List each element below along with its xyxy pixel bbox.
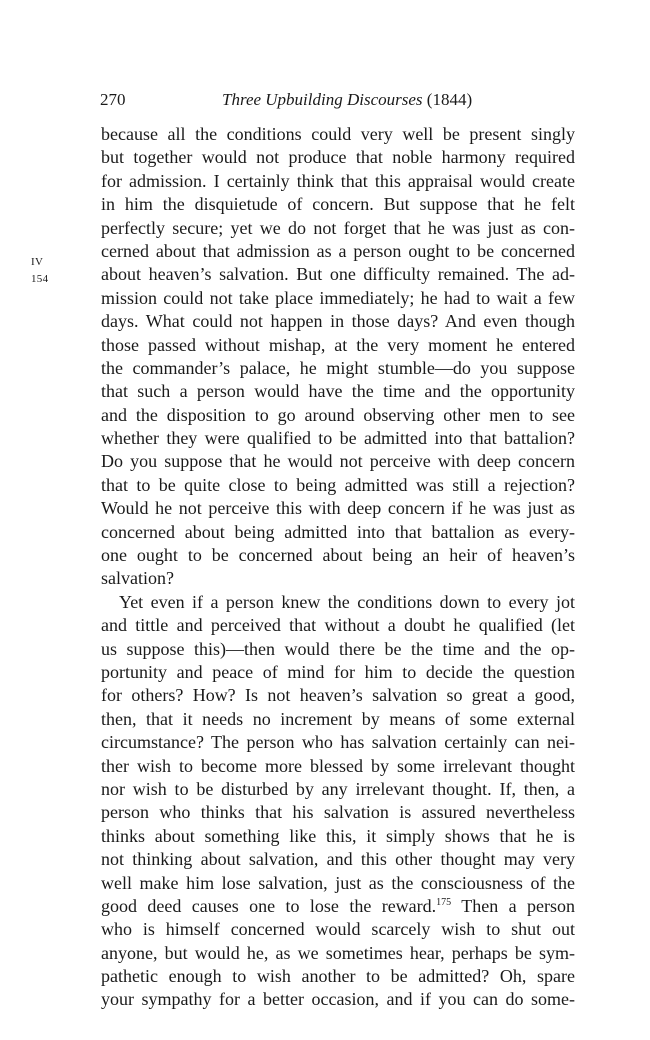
text-line: well make him lose salvation, just as the consciousness of the	[101, 872, 575, 893]
text-line: mission could not take place immediately; he had to wait a few	[101, 287, 575, 308]
body-text	[101, 123, 575, 1012]
text-line: circumstance? The person who has salvation certainly can nei-	[101, 732, 575, 753]
text-line: pathetic enough to wish another to be admitted? Oh, spare	[101, 966, 575, 987]
text-line: ther wish to become more blessed by some irrelevant thought	[101, 755, 575, 776]
text-line: thinks about something like this, it simply shows that he is	[101, 825, 575, 846]
text-line: and tittle and perceived that without a doubt he qualified (let	[101, 615, 575, 636]
text-line: about heaven’s salvation. But one difficulty remained. The ad-	[101, 264, 575, 285]
text-line: that to be quite close to being admitted was still a rejection?	[101, 474, 575, 495]
margin-page: 154	[31, 273, 49, 285]
text-line: salvation?	[101, 568, 174, 589]
running-head	[100, 88, 580, 112]
text-line: person who thinks that his salvation is assured nevertheless	[101, 802, 575, 823]
text-line: Would he not perceive this with deep concern if he was just as	[101, 498, 575, 519]
text-line: portunity and peace of mind for him to decide the question	[101, 661, 575, 682]
text-line: one ought to be concerned about being an heir of heaven’s	[101, 545, 575, 566]
text-line: concerned about being admitted into that battalion as every-	[101, 521, 575, 542]
text-line: nor wish to be disturbed by any irrelevant thought. If, then, a	[101, 778, 575, 799]
text-segment: good deed causes one to lose the reward.	[101, 895, 437, 916]
text-line: because all the conditions could very well be present singly	[101, 124, 575, 144]
text-line-with-footnote	[101, 895, 575, 918]
page-number: 270	[100, 90, 126, 109]
text-line: not thinking about salvation, and this other thought may very	[101, 849, 575, 870]
text-line: perfectly secure; yet we do not forget that he was just as con-	[101, 217, 575, 238]
text-line: then, that it needs no increment by means of some external	[101, 708, 575, 729]
paragraph-start-line: Yet even if a person knew the conditions down to every jot	[119, 591, 575, 612]
text-segment: Then a person	[451, 895, 575, 916]
text-line: who is himself concerned would scarcely wish to shut out	[101, 919, 575, 940]
running-title	[222, 88, 472, 112]
text-line: cerned about that admission as a person ought to be concerned	[101, 240, 575, 261]
text-line: in him the disquietude of concern. But suppose that he felt	[101, 194, 575, 215]
text-line: your sympathy for a better occasion, and if you can do some-	[101, 989, 575, 1010]
text-line: those passed without mishap, at the very moment he entered	[101, 334, 575, 355]
book-title: Three Upbuilding Discourses	[222, 90, 423, 109]
text-line: the commander’s palace, he might stumble—do you suppose	[101, 357, 575, 378]
text-line: for admission. I certainly think that this appraisal would create	[101, 170, 575, 191]
text-line: days. What could not happen in those days? And even though	[101, 311, 575, 332]
text-line: and the disposition to go around observing other men to see	[101, 404, 575, 425]
book-year: (1844)	[422, 90, 473, 109]
text-line: for others? How? Is not heaven’s salvation so great a good,	[101, 685, 575, 706]
text-line: us suppose this)—then would there be the time and the op-	[101, 638, 575, 659]
text-line: anyone, but would he, as we sometimes hear, perhaps be sym-	[101, 942, 575, 963]
text-line: that such a person would have the time and the opportunity	[101, 381, 575, 402]
text-line: Do you suppose that he would not perceive with deep concern	[101, 451, 575, 472]
margin-volume: IV	[31, 256, 44, 268]
text-line: whether they were qualified to be admitted into that battalion?	[101, 428, 575, 449]
footnote-reference[interactable]: 175	[436, 896, 452, 908]
text-line: but together would not produce that noble harmony required	[101, 147, 575, 168]
margin-reference	[31, 254, 48, 288]
